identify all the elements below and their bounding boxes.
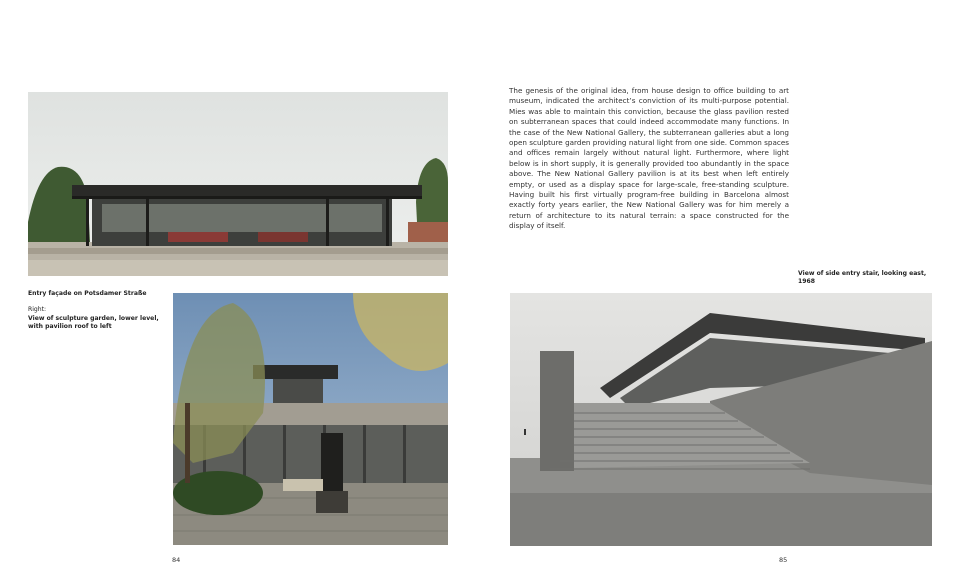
caption-right-label: Right: [28, 306, 47, 314]
page-number-left: 84 [172, 556, 181, 564]
caption-block-left [28, 290, 166, 332]
photo-sculpture-garden [173, 293, 448, 545]
caption-side-entry-stair-text: View of side entry stair, looking east, 1968 [798, 270, 927, 286]
caption-side-entry-stair [798, 270, 938, 287]
body-text-paragraph [509, 86, 789, 232]
caption-spacer [28, 298, 166, 306]
photo-entry-facade [28, 92, 448, 276]
page-number-right: 85 [779, 556, 788, 564]
body-text-content: The genesis of the original idea, from house design to office building to art museum, indicated the architect’s conviction of its multi-purpose potential. Mies was able to maintain this conviction, because the glass pavilion rested on subterranean spaces that could indeed accommodate many functions. In the case of the New National Gallery, the subterranean galleries abut a long open sculpture garden providing natural light from one side. Common spaces and offices remain largely without natural light. Furthermore, where light below is in short supply, it is generally provided too abundantly in the space above. The New National Gallery pavilion is at its best when left entirely empty, or used as a display space for large-scale, free-standing sculpture. Having built his first virtually program-free building in Barcelona almost exactly forty years earlier, the New National Gallery was for him merely a return of architecture to its natural terrain: a space constructed for the display of itself. [509, 86, 789, 231]
caption-sculpture-garden: View of sculpture garden, lower level, with pavilion roof to left [28, 314, 159, 331]
photo-side-entry-stair [510, 293, 932, 546]
caption-entry-facade: Entry façade on Potsdamer Straße [28, 290, 147, 297]
